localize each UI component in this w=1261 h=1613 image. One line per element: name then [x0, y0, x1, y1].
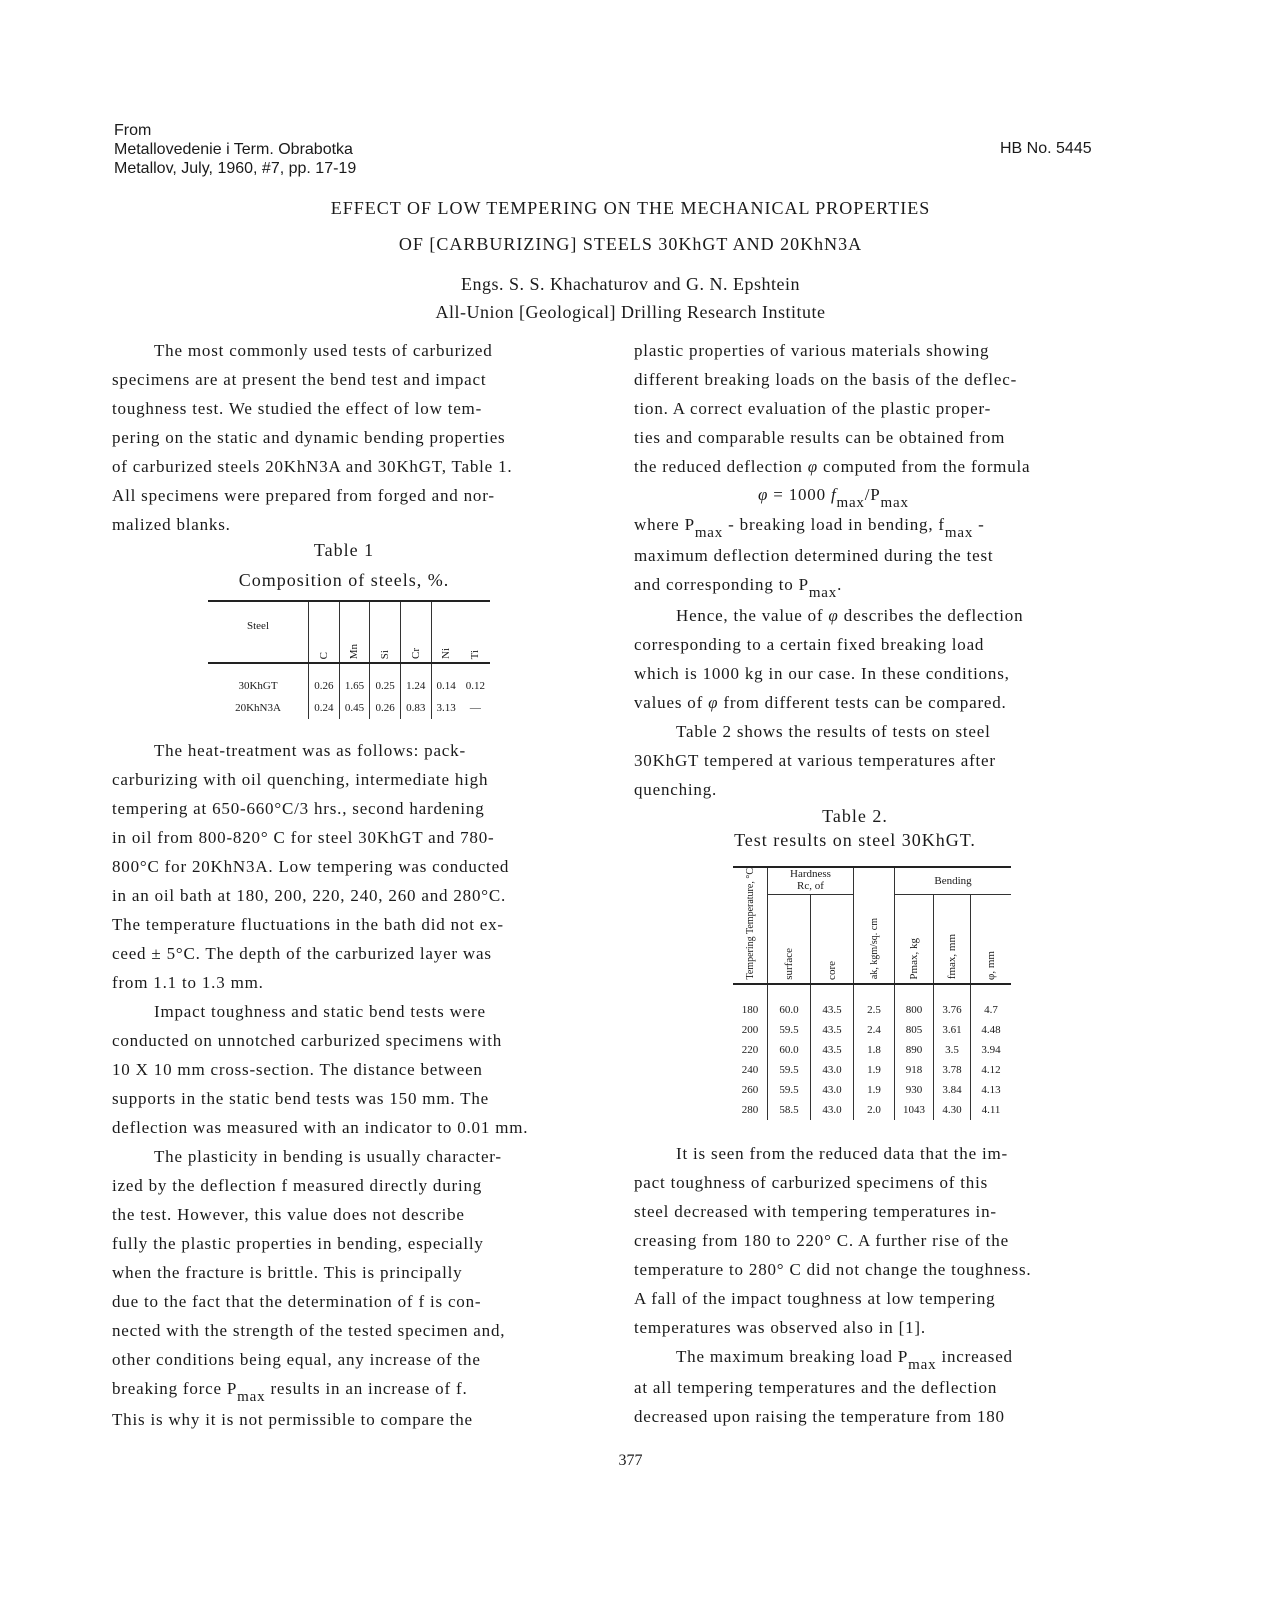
phi-symbol: φ	[708, 693, 719, 712]
text-line	[634, 1342, 1031, 1373]
text-fragment: - breaking load in bending, f	[723, 515, 945, 534]
table-cell: —	[469, 702, 481, 714]
table1-steel-header: Steel	[247, 620, 269, 632]
text-line: 800°C for 20KhN3A. Low tempering was conducted	[112, 857, 510, 876]
subscript: max	[880, 495, 909, 511]
table-cell: 1.65	[339, 675, 370, 697]
phi-symbol: φ	[807, 457, 818, 476]
table-cell: 220	[741, 1043, 759, 1056]
table-cell: 4.12	[971, 1060, 1012, 1080]
institute: All-Union [Geological] Drilling Research Institute	[435, 302, 826, 322]
table-cell: 43.5	[811, 1020, 854, 1040]
text-line: supports in the static bend tests was 150 mm. The	[112, 1089, 489, 1108]
left-body-lower	[112, 736, 528, 1434]
text-fragment: The maximum breaking load P	[676, 1347, 909, 1366]
text-fragment: Hence, the value of	[676, 606, 829, 625]
text-line: ized by the deflection f measured directly during	[112, 1176, 483, 1195]
source-citation	[114, 121, 356, 178]
table2-header-bending: Bending	[895, 867, 1012, 894]
text-line: decreased upon raising the temperature from 180	[634, 1407, 1005, 1426]
table-cell: 0.25	[370, 675, 401, 697]
text-line: A fall of the impact toughness at low tempering	[634, 1289, 996, 1308]
table1-caption: Table 1	[313, 540, 375, 560]
text-fragment: values of	[634, 693, 709, 712]
source-line: Metallov, July, 1960, #7, pp. 17-19	[114, 160, 357, 177]
authors: Engs. S. S. Khachaturov and G. N. Epshtein	[461, 274, 800, 294]
table-row	[733, 1020, 1011, 1040]
table1-col-header: C	[317, 651, 330, 659]
text-line	[634, 510, 1030, 541]
text-fragment: -	[973, 515, 985, 534]
text-line	[634, 601, 1030, 630]
text-fragment: .	[837, 575, 843, 594]
table1-col-header: Mn	[348, 643, 361, 659]
text-line: temperature to 280° C did not change the toughness.	[634, 1260, 1032, 1279]
text-fragment: results in an increase of f.	[265, 1379, 468, 1398]
table-cell: 43.0	[811, 1080, 854, 1100]
text-line	[112, 1374, 528, 1405]
text-line: ceed ± 5°C. The depth of the carburized layer was	[112, 944, 492, 963]
text-line: at all tempering temperatures and the deflection	[634, 1378, 998, 1397]
table-cell: 3.84	[934, 1080, 971, 1100]
table-cell: 0.45	[339, 697, 370, 719]
table-cell: 2.5	[854, 1000, 895, 1020]
table2-subcaption: Test results on steel 30KhGT.	[734, 830, 976, 850]
text-line: fully the plastic properties in bending, especially	[112, 1234, 484, 1253]
table-cell: 180	[741, 1003, 759, 1016]
table-cell: 3.5	[934, 1040, 971, 1060]
text-line: when the fracture is brittle. This is principally	[112, 1263, 463, 1282]
subscript: max	[237, 1389, 266, 1405]
table-cell: 3.61	[934, 1020, 971, 1040]
table-cell: 60.0	[768, 1040, 811, 1060]
table-cell: 2.0	[854, 1100, 895, 1120]
header-text: Rc, of	[797, 880, 824, 892]
text-line: 10 X 10 mm cross-section. The distance between	[112, 1060, 483, 1079]
text-line	[634, 452, 1030, 481]
text-line: The heat-treatment was as follows: pack-	[154, 741, 466, 760]
text-fragment: the reduced deflection	[634, 457, 808, 476]
table-cell: 59.5	[768, 1020, 811, 1040]
table-row	[733, 1000, 1011, 1020]
text-line: This is why it is not permissible to compare the	[112, 1410, 473, 1429]
text-line: from 1.1 to 1.3 mm.	[112, 973, 264, 992]
article-title-line1: EFFECT OF LOW TEMPERING ON THE MECHANICAL PROPERTIES	[330, 198, 931, 218]
table-cell: 1.9	[854, 1060, 895, 1080]
table-cell: 59.5	[768, 1080, 811, 1100]
text-fragment: where P	[634, 515, 695, 534]
table-cell: 0.12	[465, 680, 486, 692]
table1-col-header: Ti	[469, 649, 482, 659]
text-line: tempering at 650-660°C/3 hrs., second hardening	[112, 799, 485, 818]
text-line: The most commonly used tests of carburized	[154, 341, 493, 360]
table-cell: 2.4	[854, 1020, 895, 1040]
text-fragment: and corresponding to P	[634, 575, 809, 594]
table2-header-temp: Tempering Temperature, °C	[744, 868, 756, 980]
text-line: deflection was measured with an indicator to 0.01 mm.	[112, 1118, 529, 1137]
text-line: The plasticity in bending is usually character-	[154, 1147, 502, 1166]
table2-header-surface: surface	[783, 947, 795, 980]
source-line: From	[114, 122, 152, 139]
table-cell: 0.83	[400, 697, 431, 719]
subscript: max	[908, 1357, 937, 1373]
table-cell: 4.48	[971, 1020, 1012, 1040]
text-line: 30KhGT tempered at various temperatures after	[634, 751, 996, 770]
table-cell: 4.13	[971, 1080, 1012, 1100]
text-line: malized blanks.	[112, 515, 231, 534]
table-cell: 240	[741, 1063, 759, 1076]
article-title-line2: OF [CARBURIZING] STEELS 30KhGT AND 20KhN3A	[398, 234, 863, 254]
table-cell: 805	[895, 1020, 934, 1040]
table-cell: 58.5	[768, 1100, 811, 1120]
table-cell: 280	[741, 1103, 759, 1116]
source-line: Metallovedenie i Term. Obrabotka	[114, 141, 353, 158]
text-line: carburizing with oil quenching, intermediate high	[112, 770, 489, 789]
text-line: tion. A correct evaluation of the plastic proper-	[634, 399, 992, 418]
formula-lhs: φ	[758, 485, 769, 504]
text-line: plastic properties of various materials showing	[634, 341, 990, 360]
table-cell: 1.9	[854, 1080, 895, 1100]
subscript: max	[808, 585, 838, 601]
table-row	[733, 1060, 1011, 1080]
text-line: pact toughness of carburized specimens of this	[634, 1173, 989, 1192]
text-fragment: describes the deflection	[838, 606, 1024, 625]
table-cell: 43.5	[811, 1000, 854, 1020]
formula	[634, 481, 1030, 510]
table-cell: 43.0	[811, 1100, 854, 1120]
table-cell: 1.24	[400, 675, 431, 697]
table2-header-core: core	[826, 960, 838, 980]
text-line: other conditions being equal, any increase of the	[112, 1350, 481, 1369]
table-cell: 1.8	[854, 1040, 895, 1060]
header-text: Hardness	[790, 868, 831, 880]
table-cell: 3.78	[934, 1060, 971, 1080]
table-cell: 4.11	[971, 1100, 1012, 1120]
table-row	[208, 675, 490, 697]
text-line	[634, 688, 1030, 717]
table1-col-header: Cr	[409, 648, 422, 659]
text-fragment: breaking force P	[112, 1379, 238, 1398]
table-cell: 43.0	[811, 1060, 854, 1080]
table-cell: 60.0	[768, 1000, 811, 1020]
text-line: which is 1000 kg in our case. In these conditions,	[634, 664, 1010, 683]
phi-symbol: φ	[828, 606, 839, 625]
table-cell: 800	[895, 1000, 934, 1020]
text-line: toughness test. We studied the effect of low tem-	[112, 399, 483, 418]
table1-col-header: Si	[379, 649, 392, 659]
table-cell: 43.5	[811, 1040, 854, 1060]
table-row	[733, 1100, 1011, 1120]
table2-caption: Table 2.	[822, 806, 888, 826]
text-line: the test. However, this value does not describe	[112, 1205, 465, 1224]
table-row	[733, 1040, 1011, 1060]
left-para-1	[112, 336, 512, 539]
table-cell: 59.5	[768, 1060, 811, 1080]
text-line: creasing from 180 to 220° C. A further rise of the	[634, 1231, 1009, 1250]
table-cell: 0.26	[309, 675, 340, 697]
formula-f: f	[830, 485, 837, 504]
table-cell: 0.14	[431, 675, 461, 697]
text-line: maximum deflection determined during the test	[634, 546, 994, 565]
text-line: different breaking loads on the basis of the deflec-	[634, 370, 1018, 389]
text-line: of carburized steels 20KhN3A and 30KhGT, Table 1.	[112, 457, 513, 476]
table-cell: 4.7	[971, 1000, 1012, 1020]
table-cell: 890	[895, 1040, 934, 1060]
table-cell: 3.76	[934, 1000, 971, 1020]
table2-header-fmax: fmax, mm	[946, 934, 958, 980]
text-line: Table 2 shows the results of tests on steel	[676, 722, 991, 741]
table-cell: 918	[895, 1060, 934, 1080]
text-line: steel decreased with tempering temperatures in-	[634, 1202, 997, 1221]
table-cell: 4.30	[934, 1100, 971, 1120]
table-cell: 260	[741, 1083, 759, 1096]
right-body-lower	[634, 1139, 1031, 1431]
text-line: temperatures was observed also in [1].	[634, 1318, 926, 1337]
formula-eq: = 1000	[768, 485, 831, 504]
text-fragment: computed from the formula	[817, 457, 1031, 476]
table1-col-header: Ni	[440, 648, 453, 659]
table1-subcaption: Composition of steels, %.	[238, 570, 450, 590]
text-fragment: increased	[936, 1347, 1013, 1366]
text-line: corresponding to a certain fixed breaking load	[634, 635, 985, 654]
table-cell: 1043	[895, 1100, 934, 1120]
table2-header-pmax: Pmax, kg	[908, 937, 920, 980]
text-line	[634, 570, 1030, 601]
table-cell: 930	[895, 1080, 934, 1100]
table-cell: 200	[741, 1023, 759, 1036]
text-line: All specimens were prepared from forged and nor-	[112, 486, 495, 505]
text-fragment: from different tests can be compared.	[718, 693, 1007, 712]
formula-slash: /P	[864, 485, 881, 504]
table-row	[208, 697, 490, 719]
table2-header-phi: φ, mm	[985, 950, 997, 980]
text-line: nected with the strength of the tested specimen and,	[112, 1321, 506, 1340]
right-body-upper	[634, 336, 1030, 804]
table1	[208, 600, 490, 719]
table-cell: 30KhGT	[238, 680, 278, 692]
table-cell: 20KhN3A	[235, 702, 281, 714]
table-cell: 3.13	[431, 697, 461, 719]
table2	[733, 866, 1011, 1120]
table-cell: 0.26	[370, 697, 401, 719]
table-row	[733, 1080, 1011, 1100]
text-line: pering on the static and dynamic bending properties	[112, 428, 506, 447]
text-line: ties and comparable results can be obtained from	[634, 428, 1006, 447]
text-line: conducted on unnotched carburized specimens with	[112, 1031, 503, 1050]
text-line: in an oil bath at 180, 200, 220, 240, 260 and 280°C.	[112, 886, 507, 905]
text-line: specimens are at present the bend test and impact	[112, 370, 487, 389]
text-line: The temperature fluctuations in the bath did not ex-	[112, 915, 504, 934]
text-line: Impact toughness and static bend tests were	[154, 1002, 486, 1021]
table2-header-ak: ak, kgm/sq. cm	[868, 918, 880, 980]
table-cell: 3.94	[971, 1040, 1012, 1060]
text-line: It is seen from the reduced data that the im-	[676, 1144, 1008, 1163]
subscript: max	[944, 525, 974, 541]
page-number: 377	[618, 1452, 643, 1469]
hb-number: HB No. 5445	[1000, 140, 1092, 157]
text-line: quenching.	[634, 780, 718, 799]
table2-header-hardness	[768, 867, 854, 894]
subscript: max	[836, 495, 865, 511]
subscript: max	[694, 525, 724, 541]
text-line: due to the fact that the determination of f is con-	[112, 1292, 482, 1311]
table-cell: 0.24	[309, 697, 340, 719]
text-line: in oil from 800-820° C for steel 30KhGT and 780-	[112, 828, 495, 847]
